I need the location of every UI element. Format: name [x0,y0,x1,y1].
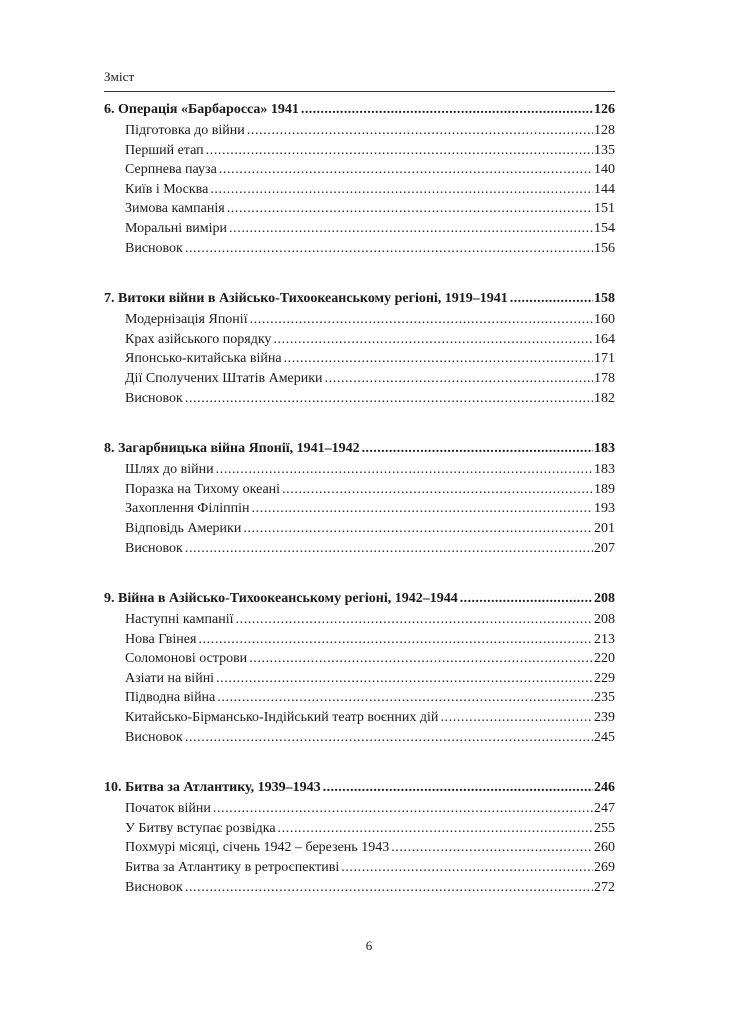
toc-section-entry-title: Висновок [125,390,183,406]
dot-leader [213,799,593,819]
toc-section-entry-title: Підготовка до війни [125,123,245,138]
toc-section-entry[interactable] [104,878,615,898]
toc-section-entry-page: 154 [594,220,615,236]
running-head: Зміст [104,69,135,84]
toc-chapter-entry-title: 8. Загарбницька війна Японії, 1941–1942 [104,441,360,457]
toc-section-entry-title: Висновок [125,540,183,556]
toc-section-entry-title: Похмурі місяці, січень 1942 – березень 1943 [125,840,390,856]
toc-chapter-entry-page: 158 [594,291,615,307]
toc-section-entry-page: 229 [594,670,615,686]
toc-section-entry-page: 245 [594,729,615,745]
toc-section-entry-page: 213 [594,631,615,647]
toc-section-entry[interactable] [104,369,615,389]
toc-section-entry[interactable] [104,199,615,219]
toc-section-entry-page: 207 [594,540,615,556]
toc-chapter-entry-page: 183 [594,441,615,457]
toc-chapter-entry-title: 6. Операція «Барбаросса» 1941 [104,102,299,117]
dot-leader [249,649,593,669]
toc-section-entry-page: 128 [594,123,615,138]
toc-chapter [104,778,615,897]
toc-section-entry-page: 164 [594,331,615,347]
toc-section-entry-title: Китайсько-Бірмансько-Індійський театр воєнних дій [125,710,439,726]
toc-section-entry-page: 160 [594,312,615,328]
dot-leader [216,669,593,689]
dot-leader [278,819,593,839]
toc-section-entry-title: Поразка на Тихому океані [125,481,281,497]
toc-chapter [104,439,615,558]
toc-chapter-entry[interactable] [104,100,615,120]
toc-section-entry[interactable] [104,688,615,708]
toc-section-entry[interactable] [104,610,615,630]
toc-section-entry-page: 208 [594,612,615,628]
toc-section-entry[interactable] [104,819,615,839]
toc-section-entry-title: Модернізація Японії [125,312,248,328]
dot-leader [243,519,593,539]
toc-section-entry-page: 144 [594,181,615,197]
toc-section-entry-title: Київ і Москва [125,181,209,197]
toc-section-entry[interactable] [104,239,615,259]
toc-section-entry-page: 183 [594,462,615,478]
dot-leader [440,708,593,728]
toc-section-entry-page: 235 [594,690,615,706]
dot-leader [323,778,593,798]
toc-section-entry-page: 156 [594,240,615,256]
dot-leader [206,141,593,161]
toc-section-entry-title: Захоплення Філіппін [125,501,250,517]
toc-chapter-entry[interactable] [104,589,615,609]
dot-leader [362,439,593,459]
toc-section-entry-title: Відповідь Америки [125,520,242,536]
toc-section-entry-title: Висновок [125,729,183,745]
dot-leader [325,369,593,389]
toc-chapter-entry[interactable] [104,439,615,459]
toc-section-entry[interactable] [104,141,615,161]
toc-section-entry-title: Шлях до війни [125,462,214,478]
dot-leader [250,310,593,330]
dot-leader [284,349,593,369]
toc-chapter-entry-title: 10. Битва за Атлантику, 1939–1943 [104,780,321,796]
toc-section-entry-title: Серпнева пауза [125,162,217,178]
dot-leader [282,480,593,500]
toc-section-entry-title: Підводна війна [125,690,216,706]
toc-section-entry-page: 135 [594,142,615,158]
page-number: 6 [365,938,373,953]
toc-section-entry-title: Азіати на війні [125,670,215,686]
toc-section-entry-page: 151 [594,201,615,217]
dot-leader [273,330,593,350]
dot-leader [210,180,593,200]
toc-section-entry[interactable] [104,728,615,748]
toc-chapter-entry-page: 208 [594,591,615,607]
toc-section-entry[interactable] [104,389,615,409]
dot-leader [185,728,593,748]
toc-chapter-entry-title: 7. Витоки війни в Азійсько-Тихоокеанському регіоні, 1919–1941 [104,291,508,307]
toc-section-entry-title: Крах азійського порядку [125,331,272,347]
toc-section-entry-page: 193 [594,501,615,517]
toc-section-entry[interactable] [104,160,615,180]
toc-section-entry-page: 182 [594,390,615,406]
toc-section-entry-page: 247 [594,801,615,817]
toc-section-entry-page: 140 [594,162,615,178]
toc-section-entry[interactable] [104,330,615,350]
dot-leader [198,630,593,650]
toc-chapter [104,589,615,747]
toc-section-entry[interactable] [104,310,615,330]
toc-section-entry[interactable] [104,539,615,559]
toc-chapter-entry-title: 9. Війна в Азійсько-Тихоокеанському регіоні, 1942–1944 [104,591,458,607]
toc-section-entry-title: Наступні кампанії [125,612,234,628]
toc-section-entry-title: Дії Сполучених Штатів Америки [125,370,323,386]
toc-section-entry[interactable] [104,219,615,239]
toc-chapter [104,289,615,408]
toc-section-entry-title: Перший етап [125,142,204,158]
toc-section-entry[interactable] [104,480,615,500]
toc-section-entry-title: Битва за Атлантику в ретроспективі [125,860,340,876]
toc-section-entry-title: Японсько-китайська війна [125,351,282,367]
toc-chapter-entry-page: 126 [594,102,615,117]
toc-section-entry[interactable] [104,799,615,819]
toc-section-entry[interactable] [104,499,615,519]
dot-leader [247,121,593,141]
dot-leader [341,858,593,878]
header-rule [104,91,615,92]
toc-section-entry-page: 201 [594,520,615,536]
toc-section-entry[interactable] [104,669,615,689]
toc-section-entry-title: Моральні виміри [125,220,228,236]
toc-section-entry[interactable] [104,180,615,200]
toc-section-entry-page: 220 [594,651,615,667]
dot-leader [301,100,593,120]
dot-leader [217,688,593,708]
toc-section-entry[interactable] [104,630,615,650]
dot-leader [510,289,593,309]
dot-leader [391,838,593,858]
toc-section-entry-title: Соломонові острови [125,651,248,667]
toc-section-entry-page: 269 [594,860,615,876]
table-of-contents [104,100,615,928]
toc-section-entry-title: Висновок [125,240,183,256]
toc-section-entry[interactable] [104,838,615,858]
toc-chapter-entry-page: 246 [594,780,615,796]
toc-section-entry-title: Зимова кампанія [125,201,225,217]
dot-leader [185,539,593,559]
dot-leader [185,878,593,898]
toc-chapter-entry[interactable] [104,778,615,798]
dot-leader [219,160,593,180]
toc-chapter [104,100,615,258]
toc-section-entry-page: 255 [594,820,615,836]
dot-leader [185,389,593,409]
toc-section-entry[interactable] [104,858,615,878]
dot-leader [236,610,594,630]
dot-leader [460,589,593,609]
toc-section-entry[interactable] [104,121,615,141]
toc-section-entry-page: 239 [594,710,615,726]
toc-section-entry-title: Нова Гвінея [125,631,197,647]
dot-leader [227,199,593,219]
toc-section-entry-title: У Битву вступає розвідка [125,820,276,836]
toc-section-entry-page: 272 [594,879,615,895]
dot-leader [216,460,593,480]
toc-chapter-entry[interactable] [104,289,615,309]
dot-leader [252,499,593,519]
toc-section-entry-page: 178 [594,370,615,386]
toc-section-entry[interactable] [104,349,615,369]
toc-section-entry-title: Початок війни [125,801,211,817]
toc-section-entry-page: 260 [594,840,615,856]
dot-leader [185,239,593,259]
toc-section-entry[interactable] [104,708,615,728]
toc-section-entry-page: 189 [594,481,615,497]
toc-section-entry-page: 171 [594,351,615,367]
dot-leader [229,219,593,239]
toc-section-entry-title: Висновок [125,879,183,895]
toc-section-entry[interactable] [104,649,615,669]
toc-section-entry[interactable] [104,519,615,539]
toc-section-entry[interactable] [104,460,615,480]
